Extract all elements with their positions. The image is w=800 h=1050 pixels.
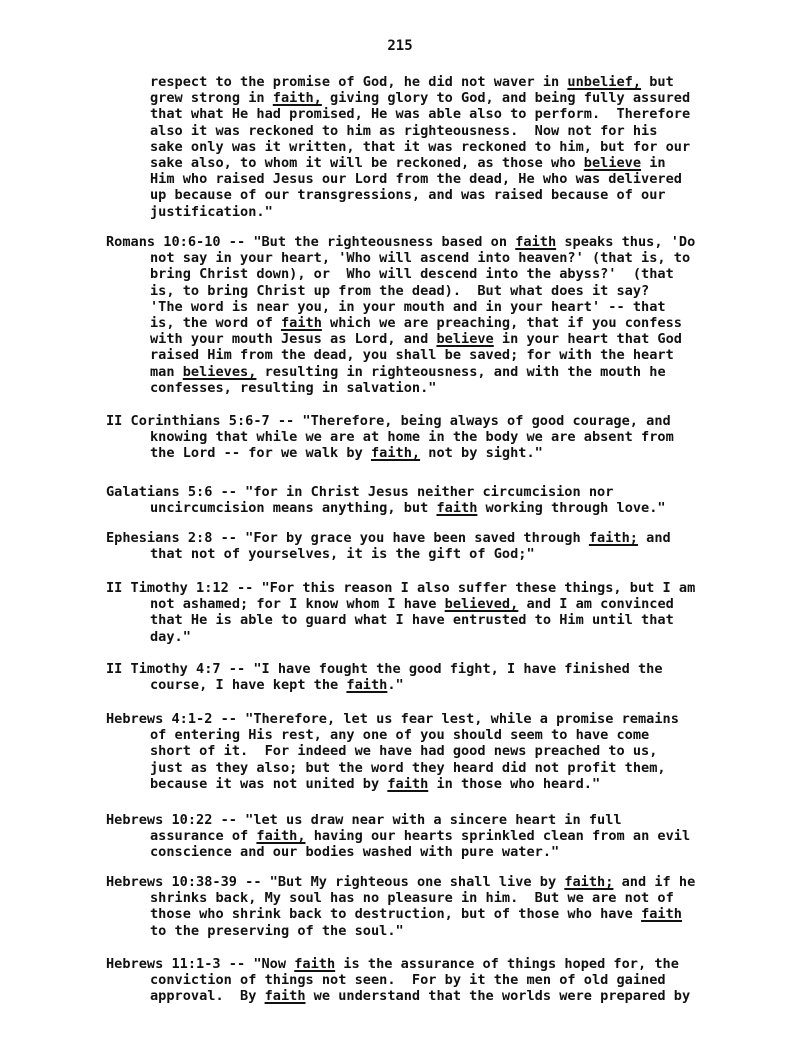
text-segment: knowing that while we are at home in the body we are absent from xyxy=(150,429,674,446)
scripture-passage xyxy=(106,661,746,693)
text-segment: and if he xyxy=(613,874,696,890)
underlined-word: faith, xyxy=(272,90,322,107)
text-segment: the Lord -- for we walk by xyxy=(150,445,371,462)
underlined-word: faith xyxy=(641,906,682,923)
text-segment: 'The word is near you, in your mouth and in your heart' -- that xyxy=(150,298,666,315)
scripture-passage xyxy=(106,580,746,645)
text-line xyxy=(106,187,746,203)
text-segment: II Timothy 1:12 -- "For this reason I also suffer these things, but I am xyxy=(106,580,696,596)
text-line xyxy=(106,445,746,461)
underlined-word: faith, xyxy=(256,828,306,845)
text-line xyxy=(106,812,746,828)
text-segment: resulting in righteousness, and with the mouth he xyxy=(256,363,666,380)
text-segment: that not of yourselves, it is the gift of God;" xyxy=(150,546,535,563)
underlined-word: faith xyxy=(346,677,388,694)
text-line xyxy=(106,139,746,155)
text-segment: not by sight." xyxy=(420,445,543,462)
text-segment: we understand that the worlds were prepared by xyxy=(305,988,691,1005)
text-line xyxy=(106,890,746,906)
underlined-word: faith xyxy=(387,775,429,792)
text-segment: not ashamed; for I know whom I have xyxy=(150,596,445,613)
scripture-passage xyxy=(106,484,746,516)
underlined-word: believed, xyxy=(444,596,519,613)
text-segment: ." xyxy=(387,677,404,694)
text-segment: up because of our transgressions, and was raised because of our xyxy=(150,187,666,204)
text-line xyxy=(106,988,746,1004)
text-line xyxy=(106,500,746,516)
text-segment: in xyxy=(641,155,666,172)
underlined-word: faith xyxy=(436,500,478,517)
underlined-word: faith xyxy=(294,956,336,972)
text-line xyxy=(106,661,746,677)
text-segment: which we are preaching, that if you confess xyxy=(321,315,682,332)
text-segment: with your mouth Jesus as Lord, and xyxy=(150,331,437,348)
text-line xyxy=(106,711,746,727)
text-segment: sake only was it written, that it was reckoned to him, but for our xyxy=(150,138,691,155)
text-line xyxy=(106,874,746,890)
text-line xyxy=(106,580,746,596)
text-segment: Hebrews 10:22 -- "let us draw near with a sincere heart in full xyxy=(106,812,622,828)
text-segment: justification." xyxy=(150,203,273,220)
text-segment: Hebrews 10:38-39 -- "But My righteous one shall live by xyxy=(106,874,565,890)
text-segment: respect to the promise of God, he did not waver in xyxy=(150,74,568,90)
text-line xyxy=(106,906,746,922)
underlined-word: believes, xyxy=(182,363,257,380)
text-segment: those who shrink back to destruction, but of those who have xyxy=(150,906,642,923)
text-segment: raised Him from the dead, you shall be saved; for with the heart xyxy=(150,347,674,364)
text-segment: is, the word of xyxy=(150,315,281,332)
underlined-word: faith xyxy=(264,988,306,1005)
text-line xyxy=(106,429,746,445)
text-line xyxy=(106,266,746,282)
text-segment: Hebrews 11:1-3 -- "Now xyxy=(106,956,295,972)
text-segment: is the assurance of things hoped for, the xyxy=(335,956,679,972)
text-line xyxy=(106,727,746,743)
underlined-word: faith xyxy=(515,234,557,250)
text-segment: and xyxy=(637,530,671,546)
text-segment: assurance of xyxy=(150,828,257,845)
text-line xyxy=(106,123,746,139)
text-segment: bring Christ down), or Who will descend into the abyss?' (that xyxy=(150,266,674,283)
scripture-passage xyxy=(106,956,746,1005)
text-line xyxy=(106,364,746,380)
text-segment: sake also, to whom it will be reckoned, as those who xyxy=(150,155,584,172)
text-segment: short of it. For indeed we have had good news preached to us, xyxy=(150,743,658,760)
text-line xyxy=(106,171,746,187)
text-line xyxy=(106,413,746,429)
underlined-word: unbelief, xyxy=(567,74,642,90)
text-segment: approval. By xyxy=(150,988,265,1005)
scripture-passage xyxy=(106,413,746,462)
text-segment: shrinks back, My soul has no pleasure in him. But we are not of xyxy=(150,890,674,907)
text-segment: speaks thus, 'Do xyxy=(556,234,696,250)
text-line xyxy=(106,828,746,844)
text-segment: confesses, resulting in salvation." xyxy=(150,379,437,396)
text-line xyxy=(106,74,746,90)
underlined-word: faith; xyxy=(564,874,614,890)
scripture-passage xyxy=(106,711,746,792)
text-segment: conscience and our bodies washed with pure water." xyxy=(150,844,560,861)
text-segment: to the preserving of the soul." xyxy=(150,922,404,939)
text-line xyxy=(106,484,746,500)
underlined-word: faith; xyxy=(588,530,638,546)
text-segment: day." xyxy=(150,628,191,645)
text-segment: in those who heard." xyxy=(428,775,601,792)
text-segment: Galatians 5:6 -- "for in Christ Jesus neither circumcision nor xyxy=(106,484,614,500)
text-segment: giving glory to God, and being fully assured xyxy=(321,90,691,107)
text-segment: is, to bring Christ up from the dead). But what does it say? xyxy=(150,282,650,299)
scripture-passage xyxy=(106,812,746,861)
text-line xyxy=(106,596,746,612)
page-number: 215 xyxy=(387,38,413,54)
text-line xyxy=(106,106,746,122)
text-segment: II Timothy 4:7 -- "I have fought the good fight, I have finished the xyxy=(106,661,663,677)
text-segment: conviction of things not seen. For by it the men of old gained xyxy=(150,972,666,989)
text-segment: Ephesians 2:8 -- "For by grace you have been saved through xyxy=(106,530,589,546)
text-segment: that He is able to guard what I have entrusted to Him until that xyxy=(150,612,674,629)
scripture-passage xyxy=(106,874,746,939)
text-line xyxy=(106,546,746,562)
underlined-word: faith, xyxy=(370,445,421,462)
underlined-word: believe xyxy=(583,155,642,172)
text-segment: course, I have kept the xyxy=(150,677,347,694)
text-segment: Hebrews 4:1-2 -- "Therefore, let us fear lest, while a promise remains xyxy=(106,711,679,727)
text-line xyxy=(106,250,746,266)
text-segment: just as they also; but the word they heard did not profit them, xyxy=(150,759,666,776)
text-segment: that what He had promised, He was able also to perform. Therefore xyxy=(150,106,691,123)
text-segment: but xyxy=(641,74,674,90)
text-line xyxy=(106,760,746,776)
text-line xyxy=(106,204,746,220)
underlined-word: believe xyxy=(436,331,494,348)
text-segment: also it was reckoned to him as righteousness. Now not for his xyxy=(150,122,658,139)
text-segment: having our hearts sprinkled clean from an evil xyxy=(305,828,691,845)
text-line xyxy=(106,844,746,860)
text-line xyxy=(106,677,746,693)
text-segment: and I am convinced xyxy=(518,596,674,613)
text-line xyxy=(106,530,746,546)
text-line xyxy=(106,331,746,347)
text-segment: II Corinthians 5:6-7 -- "Therefore, being always of good courage, and xyxy=(106,413,671,429)
scripture-passage xyxy=(106,530,746,562)
text-segment: uncircumcision means anything, but xyxy=(150,500,437,517)
text-segment: working through love." xyxy=(477,500,666,517)
text-segment: in your heart that God xyxy=(493,331,682,348)
text-line xyxy=(106,347,746,363)
text-segment: man xyxy=(150,363,183,380)
text-line xyxy=(106,629,746,645)
text-line xyxy=(106,315,746,331)
scripture-passage xyxy=(106,234,746,396)
text-line xyxy=(106,612,746,628)
text-line xyxy=(106,743,746,759)
underlined-word: faith xyxy=(280,315,322,332)
text-segment: grew strong in xyxy=(150,90,273,107)
text-line xyxy=(106,923,746,939)
passage-continuation xyxy=(106,74,746,220)
text-line xyxy=(106,155,746,171)
text-line xyxy=(106,234,746,250)
text-line xyxy=(106,380,746,396)
text-line xyxy=(106,299,746,315)
text-segment: Romans 10:6-10 -- "But the righteousness based on xyxy=(106,234,516,250)
text-segment: Him who raised Jesus our Lord from the dead, He who was delivered xyxy=(150,171,682,188)
text-line xyxy=(106,90,746,106)
text-segment: not say in your heart, 'Who will ascend into heaven?' (that is, to xyxy=(150,250,691,267)
text-segment: because it was not united by xyxy=(150,775,388,792)
text-line xyxy=(106,972,746,988)
text-line xyxy=(106,283,746,299)
text-segment: of entering His rest, any one of you should seem to have come xyxy=(150,727,650,744)
text-line xyxy=(106,956,746,972)
text-line xyxy=(106,776,746,792)
